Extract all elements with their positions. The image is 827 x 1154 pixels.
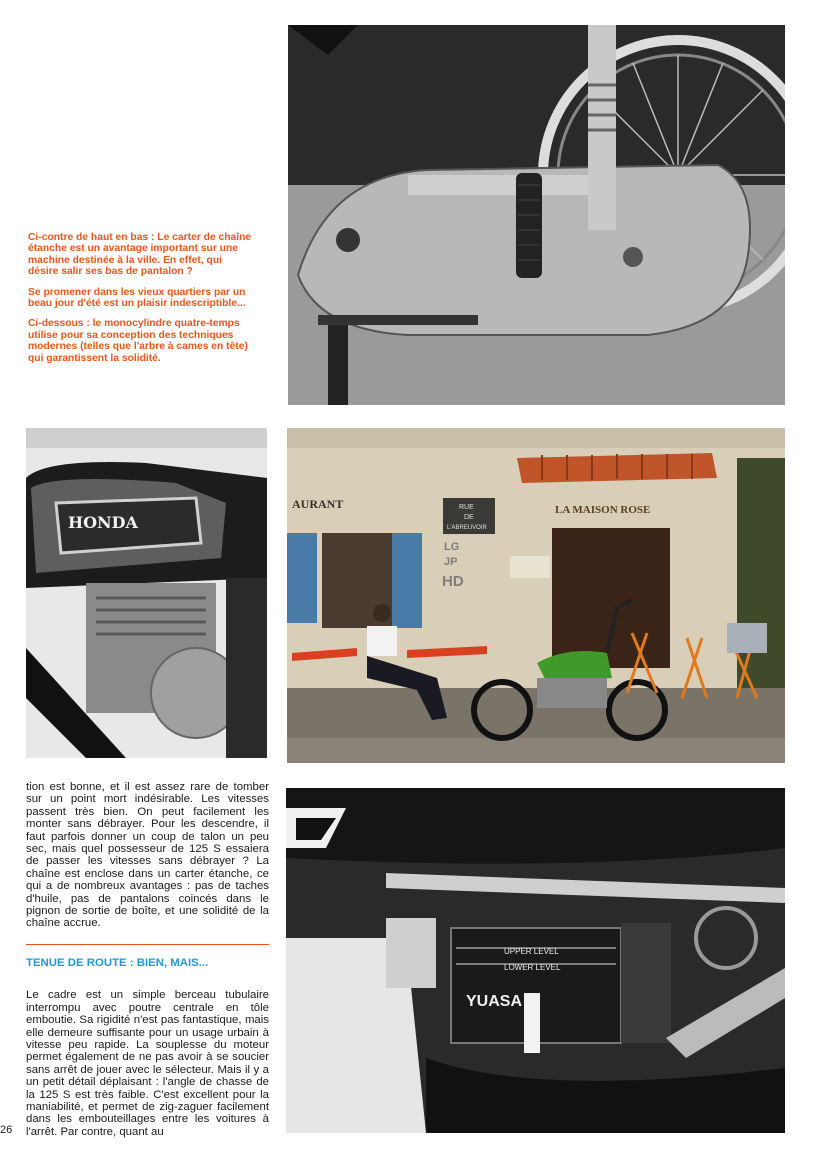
chain-case-photo	[288, 25, 785, 405]
paragraph-frame: Le cadre est un simple berceau tubulaire interrompu avec poutre centrale en tôle emboutie. Sa rigidité n'est pas fantastique, mais elle demeure suffisante pour un usage urbain à vitesse peu rapide. La souplesse du moteur permet également de ne pas avoir à se soucier sans arrêt de jouer avec le sélecteur. Mais il y a un petit détail déplaisant : l'angle de chasse de la 125 S est très faible. C'est excellent pour la maniabilité, et permet de zig-zaguer facilement dans les embouteillages entre les voitures à l'arrêt. Par contre, quant au	[26, 989, 269, 1138]
honda-tank-logo: HONDA	[68, 513, 138, 532]
cafe-photo	[287, 428, 785, 763]
caption-engine: Ci-dessous : le monocylindre quatre-temps utilise pour sa conception des techniques modernes (telles que l'arbre à cames en tête) qui garantissent la solidité.	[28, 318, 248, 364]
watermark-lg: LG	[444, 541, 460, 553]
street-sign-line3: L'ABREUVOIR	[447, 525, 487, 531]
restaurant-sign: AURANT	[292, 497, 344, 511]
battery-photo	[286, 788, 785, 1133]
street-sign-line2: DE	[464, 514, 474, 521]
maison-rose-sign: LA MAISON ROSE	[555, 504, 651, 516]
engine-photo	[26, 428, 267, 758]
section-heading: TENUE DE ROUTE : BIEN, MAIS...	[26, 957, 209, 969]
battery-upper-level: UPPER LEVEL	[504, 947, 559, 956]
paragraph-gearbox: tion est bonne, et il est assez rare de tomber sur un point mort indésirable. Les vitesses passent très bien. On peut facilement les monter sans débrayer. Pour les descendre, il faut parfois donner un coup de talon un peu sec, mais quel possesseur de 125 S essaiera de passer les vitesses sans débrayer ? La chaîne est enclose dans un carter étanche, ce qui a de nombreux avantages : pas de taches d'huile, pas de pantalons coincés dans le pignon de sortie de boîte, et une solidité de la chaîne accrue.	[26, 781, 269, 930]
article-body-text	[26, 781, 269, 930]
photo-captions	[28, 232, 254, 373]
watermark-hd: HD	[442, 573, 464, 590]
battery-lower-level: LOWER LEVEL	[504, 963, 561, 972]
battery-brand: YUASA	[466, 993, 523, 1010]
page-number: 26	[0, 1124, 13, 1136]
caption-chain-case: Ci-contre de haut en bas : Le carter de chaîne étanche est un avantage important sur une machine destinée à la ville. En effet, qui désire salir ses bas de pantalon ?	[28, 232, 252, 278]
street-sign-line1: RUE	[459, 504, 474, 511]
article-body-text-2	[26, 978, 269, 1150]
watermark-jp: JP	[444, 556, 458, 568]
section-divider	[26, 944, 269, 945]
caption-old-quarter: Se promener dans les vieux quartiers par un beau jour d'été est un plaisir indescriptible...	[28, 286, 246, 310]
